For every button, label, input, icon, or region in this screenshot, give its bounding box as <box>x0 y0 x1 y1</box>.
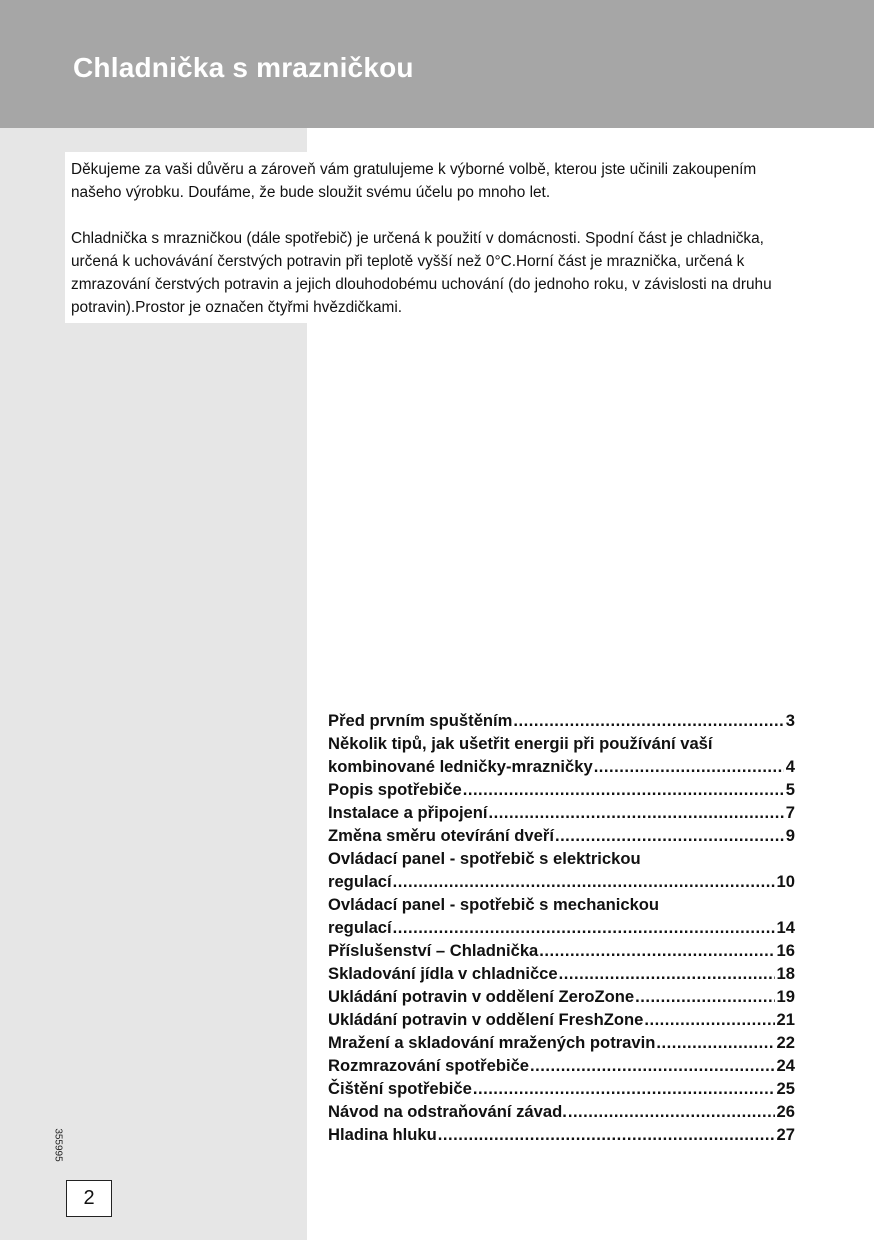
toc-entry-title: Hladina hluku <box>328 1125 437 1144</box>
toc-line <box>328 847 795 870</box>
toc-page-number: 3 <box>785 711 795 730</box>
toc-line <box>328 1054 795 1077</box>
toc-line <box>328 962 795 985</box>
page-number: 2 <box>83 1187 95 1209</box>
toc-page-number: 7 <box>785 803 795 822</box>
toc-page-number: 4 <box>785 757 795 776</box>
toc-entry-title: Ovládací panel - spotřebič s mechanickou <box>328 895 660 914</box>
toc-line <box>328 801 795 824</box>
toc-leader-dots <box>656 1031 774 1054</box>
toc-leader-dots <box>393 916 775 939</box>
toc-entry-title: Mražení a skladování mražených potravin <box>328 1033 656 1052</box>
toc-entry[interactable] <box>328 709 795 732</box>
toc-entry[interactable] <box>328 1008 795 1031</box>
toc-leader-dots <box>568 1100 775 1123</box>
toc-page-number: 25 <box>776 1079 795 1098</box>
toc-entry[interactable] <box>328 962 795 985</box>
toc-leader-dots <box>594 755 784 778</box>
toc-entry-title: Ovládací panel - spotřebič s elektrickou <box>328 849 641 868</box>
toc-entry[interactable] <box>328 985 795 1008</box>
toc-entry-title: kombinované ledničky-mrazničky <box>328 757 593 776</box>
toc-entry[interactable] <box>328 1100 795 1123</box>
header-band <box>0 0 874 128</box>
toc-line <box>328 709 795 732</box>
toc-line <box>328 1008 795 1031</box>
toc-line <box>328 939 795 962</box>
page-number-box <box>66 1180 112 1217</box>
toc-line <box>328 824 795 847</box>
toc-line <box>328 732 795 755</box>
toc-entry-title: regulací <box>328 872 392 891</box>
toc-leader-dots <box>635 985 774 1008</box>
intro-paragraph-2: Chladnička s mrazničkou (dále spotřebič) je určená k použití v domácnosti. Spodní část je chladnička, určená k uchovávání čerstvých potravin při teplotě vyšší než 0°C.Horní část je mraznička, určená k zmrazování čerstvých potravin a jejich dlouhodobému uchování (do jednoho roku, v závislosti na druhu potravin).Prostor je označen čtyřmi hvězdičkami. <box>71 230 772 316</box>
toc-page-number: 18 <box>776 964 795 983</box>
document-code-text: 355995 <box>52 1128 64 1162</box>
toc-entry-title: Rozmrazování spotřebiče <box>328 1056 530 1075</box>
toc-page-number: 27 <box>776 1125 795 1144</box>
toc-leader-dots <box>473 1077 775 1100</box>
document-code <box>50 1126 66 1164</box>
toc-leader-dots <box>555 824 784 847</box>
toc-entry-title: Návod na odstraňování závad. <box>328 1102 567 1121</box>
toc-entry-title: regulací <box>328 918 392 937</box>
toc-page-number: 5 <box>785 780 795 799</box>
toc-entry[interactable] <box>328 801 795 824</box>
toc-line <box>328 985 795 1008</box>
toc-entry[interactable] <box>328 824 795 847</box>
table-of-contents <box>328 709 795 1146</box>
toc-entry[interactable] <box>328 939 795 962</box>
toc-leader-dots <box>489 801 784 824</box>
toc-page-number: 24 <box>776 1056 795 1075</box>
toc-page-number: 14 <box>776 918 795 937</box>
toc-page-number: 26 <box>776 1102 795 1121</box>
toc-line <box>328 893 795 916</box>
toc-entry[interactable] <box>328 778 795 801</box>
toc-entry-title: Příslušenství – Chladnička <box>328 941 539 960</box>
toc-leader-dots <box>438 1123 775 1146</box>
toc-entry[interactable] <box>328 1054 795 1077</box>
toc-entry[interactable] <box>328 1077 795 1100</box>
toc-entry-title: Před prvním spuštěním <box>328 711 513 730</box>
toc-leader-dots <box>513 709 783 732</box>
toc-entry-title: Ukládání potravin v oddělení FreshZone <box>328 1010 644 1029</box>
toc-entry-title: Ukládání potravin v oddělení ZeroZone <box>328 987 635 1006</box>
toc-entry-title: Popis spotřebiče <box>328 780 462 799</box>
intro-paragraph-1: Děkujeme za vaši důvěru a zároveň vám gratulujeme k výborné volbě, kterou jste učinili zakoupením našeho výrobku. Doufáme, že bude sloužit svému účelu po mnoho let. <box>71 161 757 201</box>
toc-entry[interactable] <box>328 893 795 939</box>
toc-leader-dots <box>644 1008 774 1031</box>
toc-entry-title: Změna směru otevírání dveří <box>328 826 554 845</box>
toc-line <box>328 1077 795 1100</box>
toc-entry-title: Skladování jídla v chladničce <box>328 964 558 983</box>
intro-text <box>71 158 801 319</box>
toc-entry-title: Čištění spotřebiče <box>328 1079 472 1098</box>
toc-line <box>328 755 795 778</box>
toc-line <box>328 1100 795 1123</box>
toc-leader-dots <box>463 778 784 801</box>
toc-line <box>328 778 795 801</box>
toc-leader-dots <box>393 870 775 893</box>
toc-line <box>328 1031 795 1054</box>
toc-page-number: 9 <box>785 826 795 845</box>
toc-leader-dots <box>530 1054 775 1077</box>
toc-line <box>328 870 795 893</box>
toc-entry-title: Několik tipů, jak ušetřit energii při používání vaší <box>328 734 713 753</box>
toc-entry[interactable] <box>328 847 795 893</box>
toc-entry[interactable] <box>328 1031 795 1054</box>
toc-entry[interactable] <box>328 732 795 778</box>
toc-entry-title: Instalace a připojení <box>328 803 488 822</box>
toc-entry[interactable] <box>328 1123 795 1146</box>
toc-line <box>328 916 795 939</box>
toc-page-number: 22 <box>776 1033 795 1052</box>
page-title: Chladnička s mrazničkou <box>73 52 414 83</box>
toc-page-number: 21 <box>776 1010 795 1029</box>
toc-page-number: 10 <box>776 872 795 891</box>
toc-line <box>328 1123 795 1146</box>
toc-leader-dots <box>539 939 774 962</box>
toc-page-number: 16 <box>776 941 795 960</box>
toc-leader-dots <box>559 962 775 985</box>
toc-page-number: 19 <box>776 987 795 1006</box>
